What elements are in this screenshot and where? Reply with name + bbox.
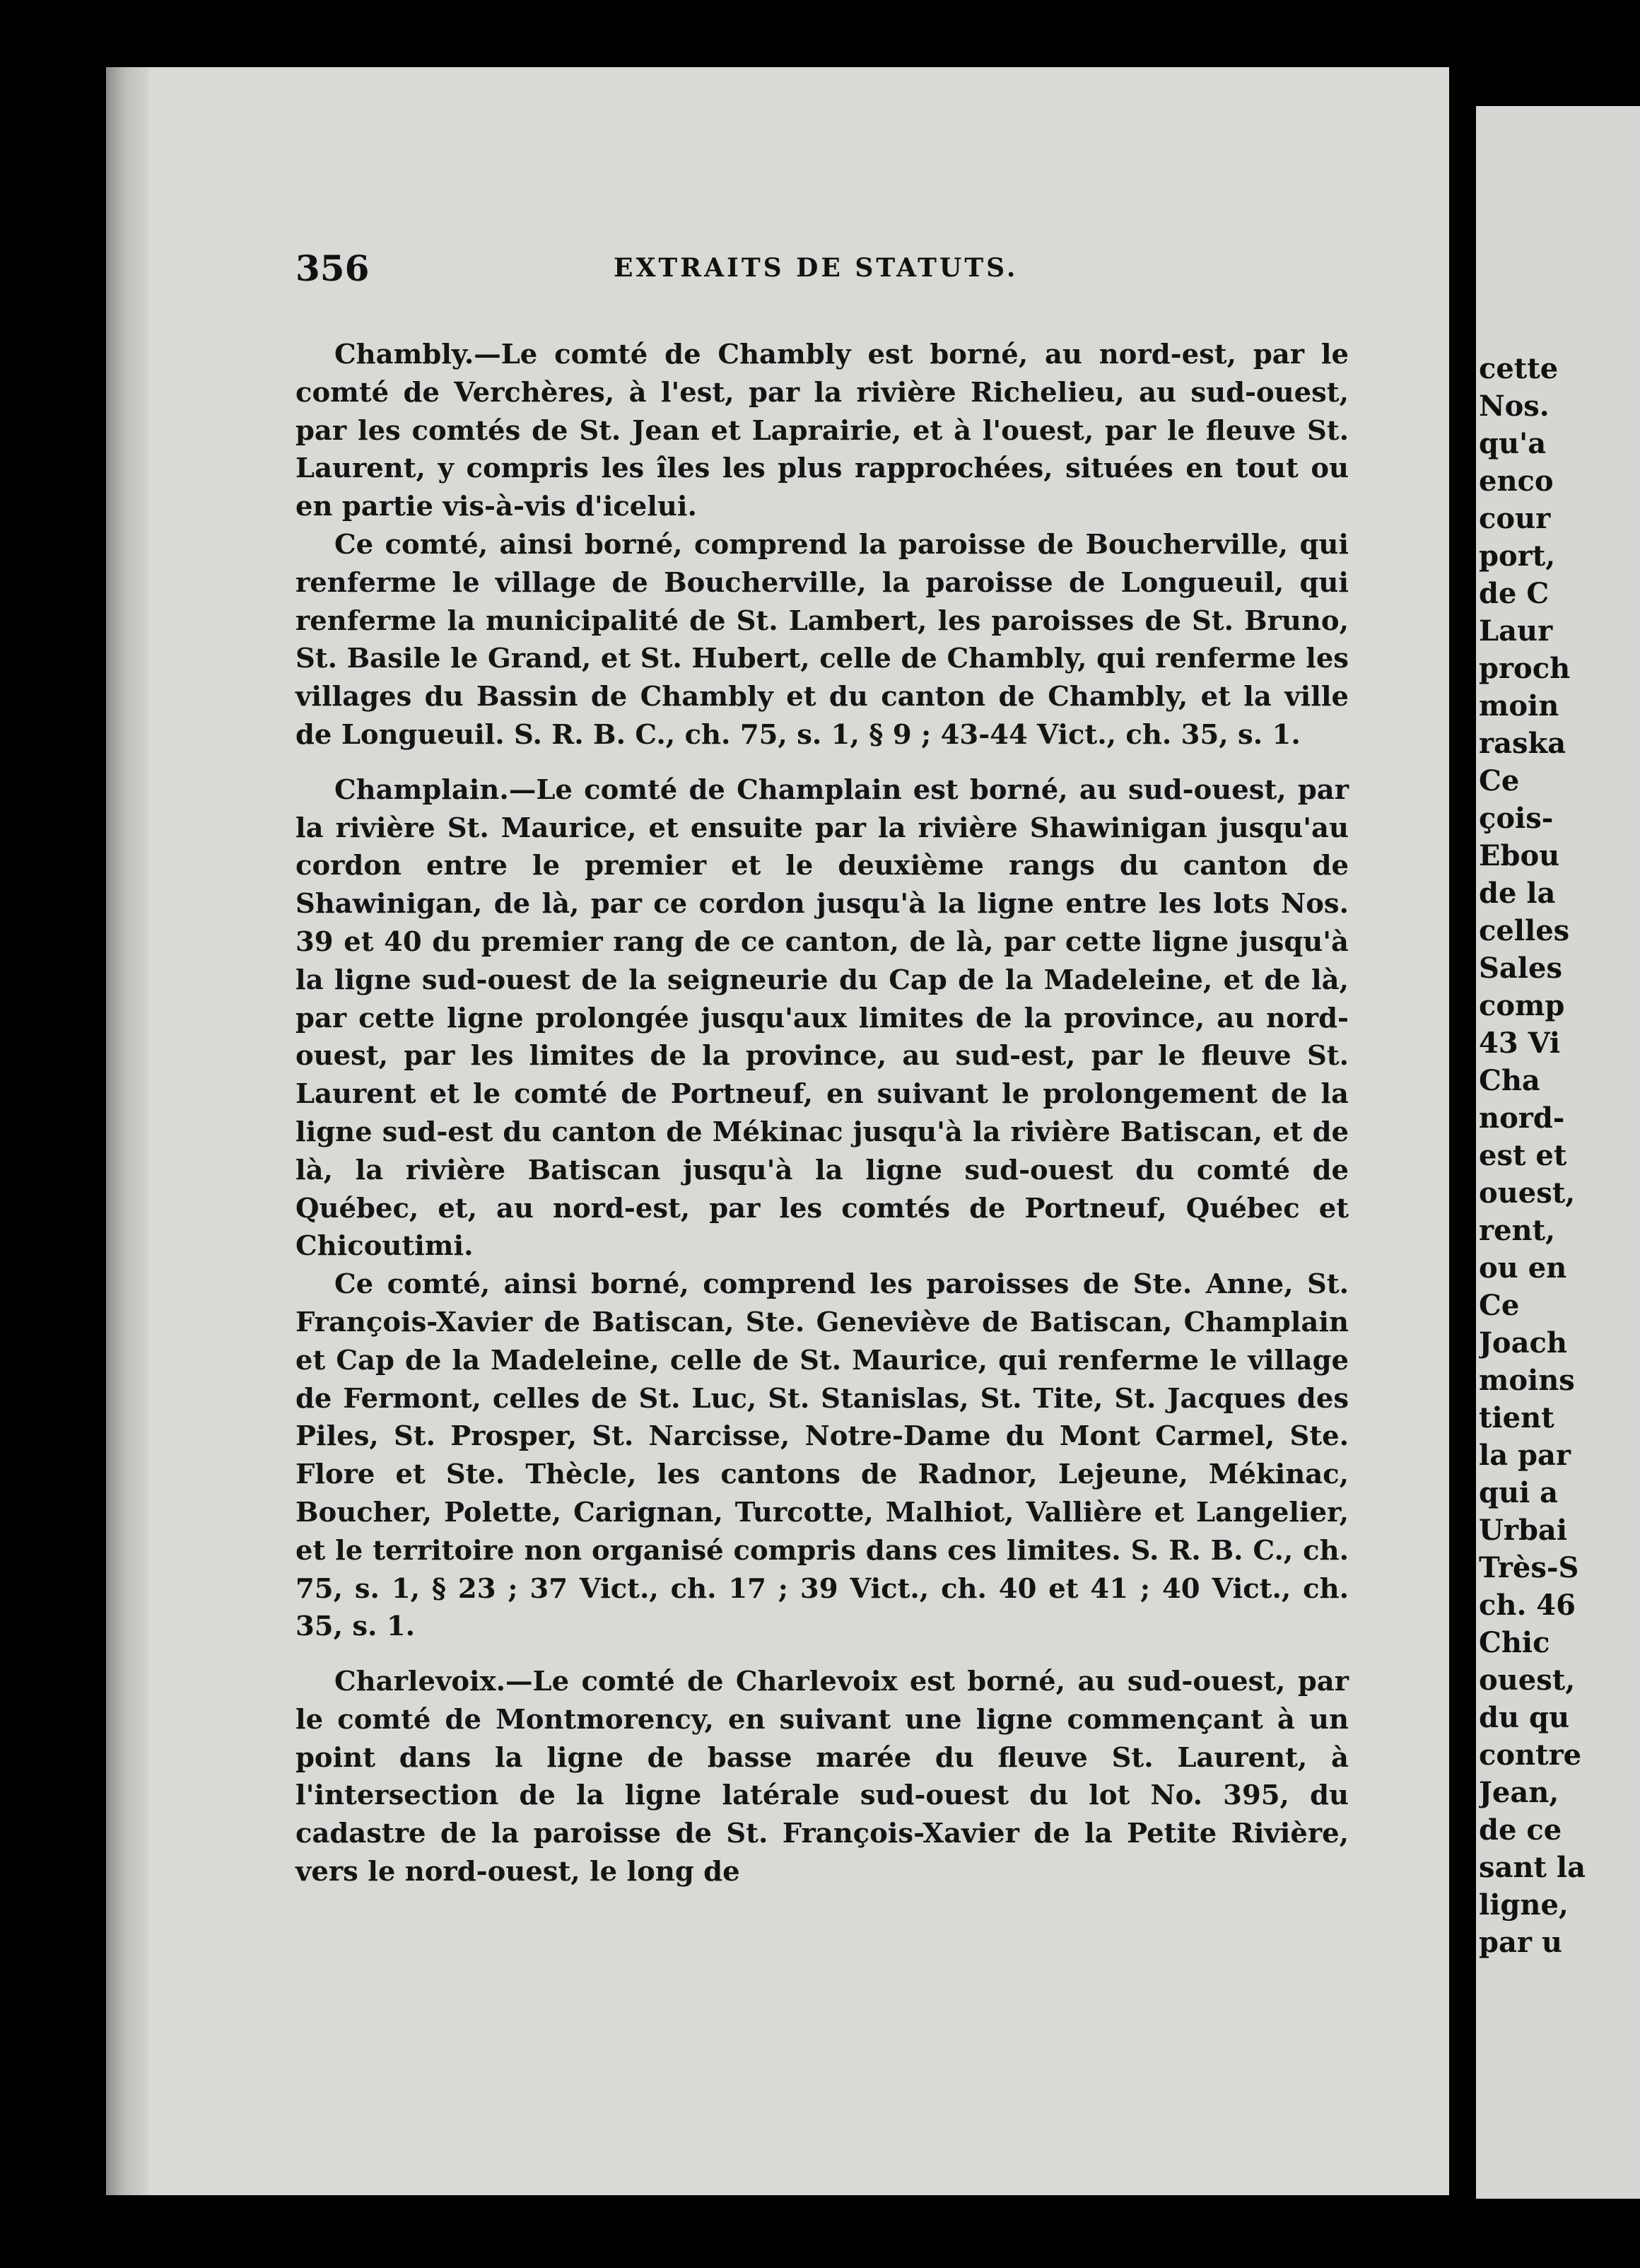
paragraph-champlain-contents [295,1265,1349,1646]
entry-name-chambly: Chambly. [334,339,474,370]
right-page-text-fragment: cette Nos. qu'a enco cour port, de C Laur proch moin raska Ce çois- Ebou de la celles Sales comp 43 Vi Cha nord- est et ouest, rent, ou en Ce Joach moins tient la par qui a Urbai Très-S ch. 46 Chic ouest, du qu contre Jean, de ce sant la ligne, par u [1479,352,1586,1959]
entry-name-charlevoix: Charlevoix. [334,1666,506,1698]
page-gutter [106,67,148,2195]
paragraph-text: —Le comté de Champlain est borné, au sud-ouest, par la rivière St. Maurice, et ensuite par la rivière Shawinigan jusqu'au cordon entre le premier et le deuxième rangs du canton de Shawinigan, de là, par ce cordon jusqu'à la ligne entre les lots Nos. 39 et 40 du premier rang de ce canton, de là, par cette ligne jusqu'à la ligne sud-ouest de la seigneurie du Cap de la Madeleine, et de là, par cette ligne prolongée jusqu'aux limites de la province, au nord-ouest, par les limites de la province, au sud-est, par le fleuve St. Laurent et le comté de Portneuf, en suivant le prolongement de la ligne sud-est du canton de Mékinac jusqu'à la rivière Batiscan, et de là, la rivière Batiscan jusqu'à la ligne sud-ouest du comté de Québec, et, au nord-est, par les comtés de Portneuf, Québec et Chicoutimi. [295,773,1349,1263]
running-head: EXTRAITS DE STATUTS. [614,253,1019,283]
paragraph-text: Ce comté, ainsi borné, comprend les paroisses de Ste. Anne, St. François-Xavier de Batiscan, Ste. Geneviève de Batiscan, Champlain et Cap de la Madeleine, celle de St. Maurice, qui renferme le village de Fermont, celles de St. Luc, St. Stanislas, St. Tite, St. Jacques des Piles, St. Prosper, St. Narcisse, Notre-Dame du Mont Carmel, Ste. Flore et Ste. Thècle, les cantons de Radnor, Lejeune, Mékinac, Boucher, Polette, Carignan, Turcotte, Malhiot, Vallière et Langelier, et le territoire non organisé compris dans ces limites. S. R. B. C., ch. 75, s. 1, § 23 ; 37 Vict., ch. 17 ; 39 Vict., ch. 40 et 41 ; 40 Vict., ch. 35, s. 1. [295,1268,1349,1643]
entry-name-champlain: Champlain. [334,773,509,806]
page-number: 356 [295,247,370,289]
paragraph-text: —Le comté de Chambly est borné, au nord-est, par le comté de Verchères, à l'est, par la rivière Richelieu, au sud-ouest, par les comtés de St. Jean et Laprairie, et à l'ouest, par le fleuve St. Laurent, y compris les îles les plus rapprochées, situées en tout ou en partie vis-à-vis d'icelui. [295,339,1349,523]
page-header [295,247,1342,297]
body-text [295,336,1349,1891]
paragraph-chambly [295,336,1349,526]
paragraph-charlevoix [295,1663,1349,1891]
paragraph-chambly-contents [295,526,1349,754]
paragraph-text: Ce comté, ainsi borné, comprend la paroisse de Boucherville, qui renferme le village de Boucherville, la paroisse de Longueuil, qui renferme la municipalité de St. Lambert, les paroisses de St. Bruno, St. Basile le Grand, et St. Hubert, celle de Chambly, qui renferme les villages du Bassin de Chambly et du canton de Chambly, et la ville de Longueuil. S. R. B. C., ch. 75, s. 1, § 9 ; 43-44 Vict., ch. 35, s. 1. [295,528,1349,751]
paragraph-text: —Le comté de Charlevoix est borné, au sud-ouest, par le comté de Montmorency, en suivant une ligne commençant à un point dans la ligne de basse marée du fleuve St. Laurent, à l'intersection de la ligne latérale sud-ouest du lot No. 395, du cadastre de la paroisse de St. François-Xavier de la Petite Rivière, vers le nord-ouest, le long de [295,1666,1349,1888]
paragraph-champlain [295,771,1349,1265]
